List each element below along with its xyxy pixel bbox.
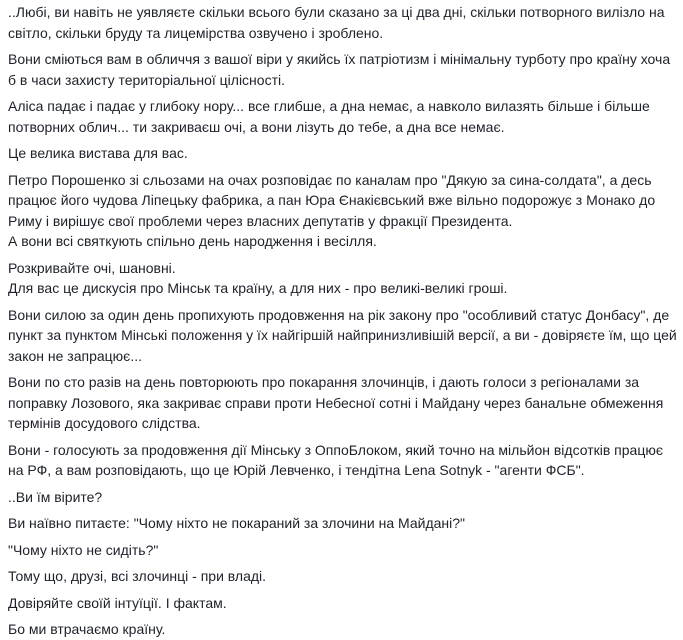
paragraph: ..Ви їм вірите? bbox=[8, 488, 103, 505]
paragraph: ..Любі, ви навіть не уявляєте скільки всього були сказано за ці два дні, скільки потворного вилізло на світло, скільки бруду та лицемірства озвучено і зроблено. bbox=[8, 4, 665, 41]
paragraph: А вони всі святкують спільно день народження і весілля. bbox=[8, 233, 377, 249]
paragraph: Аліса падає і падає у глибоку нору... все глибше, а дна немає, а навколо вилазять більше і більше потворних облич... ти закриваєш очі, а вони лізуть до тебе, а дна все немає. bbox=[8, 98, 650, 135]
paragraph: "Чому ніхто не сидіть?" bbox=[8, 541, 159, 558]
paragraph: Ви наївно питаєте: "Чому ніхто не покараний за злочини на Майдані?" bbox=[8, 515, 466, 531]
paragraph: Розкривайте очі, шановні. Для вас це дискусія про Мінськ та країну, а для них - про великі-великі гроші. bbox=[8, 259, 508, 296]
paragraph: Вони - голосують за продовження дії Мінську з ОппоБлоком, який точно на мільйон відсотків працює на РФ, а вам розповідають, що це Юрій Левченко, і тендітна Lena Sotnyk - "агенти ФСБ". bbox=[8, 441, 663, 478]
paragraph: Бо ми втрачаємо країну. bbox=[8, 621, 166, 637]
paragraph: Петро Порошенко зі сльозами на очах розповідає по каналам про "Дякую за сина-солдата", а десь працює його чудова Ліпецьку фабрика, а пан Юра Єнакієвський вже вільно подорожує з Монако до Риму і вирішує свої проблеми через власних депутатів у фракції Президента. bbox=[8, 171, 656, 229]
paragraph: Вони по сто разів на день повторюють про покарання злочинців, і дають голоси з регіоналами за поправку Лозового, яка закриває справи проти Небесної сотні і Майдану через банальне обмеження термінів досудового слідства. bbox=[8, 374, 664, 431]
paragraph: Вони сміються вам в обличчя з вашої віри у якийсь їх патріотизм і мінімальну турботу про країну хоча б в часи захисту територіальної цілісності. bbox=[8, 51, 671, 88]
paragraph: Вони силою за один день пропихують продовження на рік закону про "особливий статус Донбасу", де пункт за пунктом Мінські положення у їх найгіршій найпринизливішій версії, а ви - довіряєте їм, що цей закон не запрацює... bbox=[8, 306, 677, 364]
paragraph: Це велика вистава для вас. bbox=[8, 145, 188, 161]
paragraph: Тому що, друзі, всі злочинці - при владі. bbox=[8, 568, 267, 584]
paragraph: Довіряйте своїй інтуїції. І фактам. bbox=[8, 594, 227, 611]
